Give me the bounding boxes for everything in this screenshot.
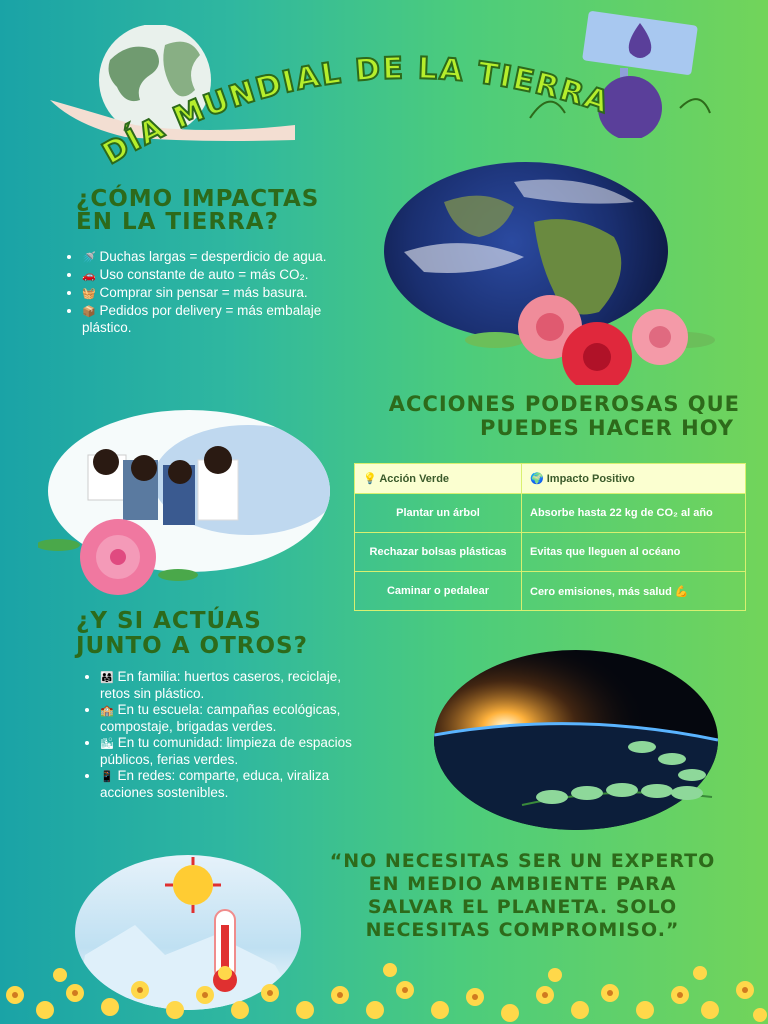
table-cell: Absorbe hasta 22 kg de CO₂ al año xyxy=(522,494,746,533)
list-item: • 🚗 Uso constante de auto = más CO₂. xyxy=(82,267,342,284)
package-icon: 📦 xyxy=(82,306,96,318)
svg-text:DÍA MUNDIAL DE LA TIERRA xyxy=(97,51,615,172)
list-item: • 👨‍👩‍👧 En familia: huertos caseros, reciclaje, retos sin plástico. xyxy=(100,669,372,701)
section3-heading-line1: ¿Y SI ACTÚAS xyxy=(76,608,262,634)
section1-heading-line1: ¿CÓMO IMPACTAS xyxy=(76,186,320,212)
table-cell: Cero emisiones, más salud 💪 xyxy=(522,572,746,611)
table-header-action: 💡 Acción Verde xyxy=(355,464,522,494)
table-row xyxy=(355,533,746,572)
section3-heading-line2: JUNTO A OTROS? xyxy=(76,633,308,659)
actions-table xyxy=(354,463,746,611)
title-banner xyxy=(0,0,768,200)
section2-heading-line1: ACCIONES PODEROSAS QUE xyxy=(388,392,740,416)
section3-heading xyxy=(76,609,308,659)
table-cell: Caminar o pedalear xyxy=(355,572,522,611)
section2-heading xyxy=(320,392,740,440)
section3-list xyxy=(80,669,372,801)
table-header-row xyxy=(355,464,746,494)
list-item: • 📱 En redes: comparte, educa, viraliza acciones sostenibles. xyxy=(100,768,372,800)
section2-heading-line2: PUEDES HACER HOY xyxy=(480,416,734,440)
list-item: • 🚿 Duchas largas = desperdicio de agua. xyxy=(82,249,342,266)
roses-decoration xyxy=(455,285,725,385)
list-item: • 🏫 En tu escuela: campañas ecológicas, compostaje, brigadas verdes. xyxy=(100,702,372,734)
section1-heading-line2: EN LA TIERRA? xyxy=(76,209,279,235)
yellow-flowers-decoration xyxy=(0,955,768,1024)
table-cell: Plantar un árbol xyxy=(355,494,522,533)
table-header-impact: 🌍 Impacto Positivo xyxy=(522,464,746,494)
table-cell: Evitas que lleguen al océano xyxy=(522,533,746,572)
page-title: DÍA MUNDIAL DE LA TIERRA xyxy=(96,51,615,172)
table-cell: Rechazar bolsas plásticas xyxy=(355,533,522,572)
basket-icon: 🧺 xyxy=(82,288,96,300)
school-icon: 🏫 xyxy=(100,705,114,717)
phone-icon: 📱 xyxy=(100,771,114,783)
list-item: • 🧺 Comprar sin pensar = más basura. xyxy=(82,285,342,302)
leaves-decoration xyxy=(512,735,722,830)
pink-flower-decoration xyxy=(38,515,198,600)
family-icon: 👨‍👩‍👧 xyxy=(100,672,114,684)
list-item: • 🏙 En tu comunidad: limpieza de espacios públicos, ferias verdes. xyxy=(100,735,372,767)
quote-text: “NO NECESITAS SER UN EXPERTO EN MEDIO AMBIENTE PARA SALVAR EL PLANETA. SOLO NECESITAS COMPROMISO.” xyxy=(329,850,716,941)
shower-icon: 🚿 xyxy=(82,252,96,264)
list-item: • 📦 Pedidos por delivery = más embalaje plástico. xyxy=(82,303,342,335)
section1-heading xyxy=(76,188,319,234)
car-icon: 🚗 xyxy=(82,270,96,282)
section1-list xyxy=(62,249,342,336)
table-row xyxy=(355,494,746,533)
city-icon: 🏙 xyxy=(100,738,114,750)
table-row xyxy=(355,572,746,611)
